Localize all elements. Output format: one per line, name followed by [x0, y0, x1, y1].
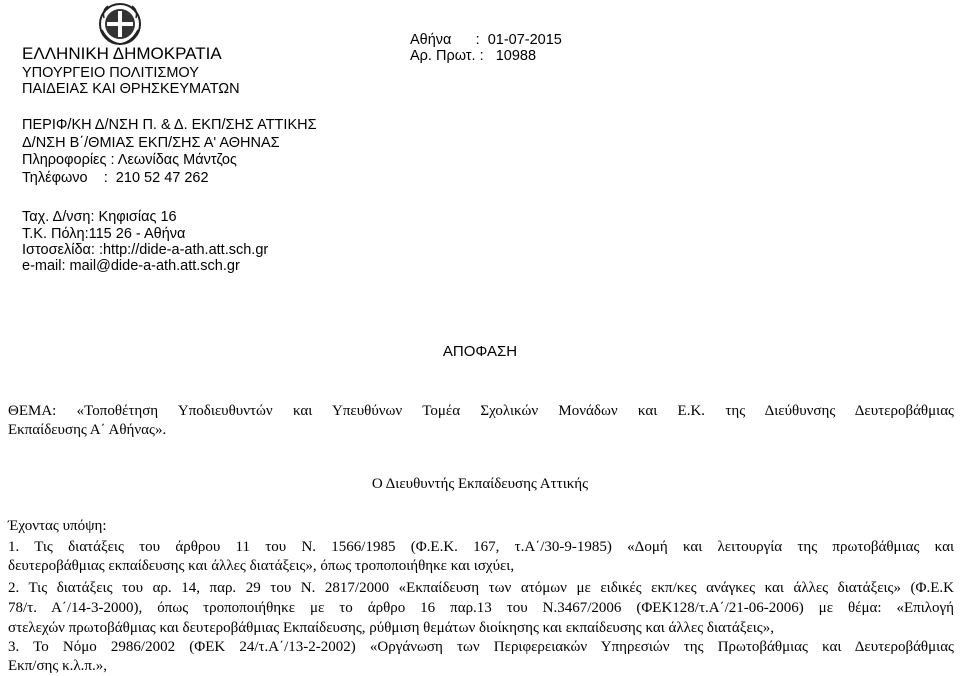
- directorate-line-2: Δ/ΝΣΗ Β΄/ΘΜΙΑΣ ΕΚΠ/ΣΗΣ Α' ΑΘΗΝΑΣ: [22, 135, 280, 151]
- legal-basis-item-1-line-2: δευτεροβάθμιας εκπαίδευσης και άλλες διατάξεις», όπως τροποποιήθηκε και ισχύει,: [8, 558, 515, 574]
- ministry-line-1: ΥΠΟΥΡΓΕΙΟ ΠΟΛΙΤΙΣΜΟΥ: [22, 65, 199, 81]
- subject-line-2: Εκπαίδευσης Α΄ Αθήνας».: [8, 422, 167, 438]
- postal-code-city: Τ.Κ. Πόλη:115 26 - Αθήνα: [22, 226, 186, 242]
- greek-republic-emblem-icon: [98, 2, 142, 46]
- phone-number: Τηλέφωνο : 210 52 47 262: [22, 170, 209, 186]
- legal-basis-item-1-line-1: 1. Τις διατάξεις του άρθρου 11 του Ν. 1566/1985 (Φ.Ε.Κ. 167, τ.Α΄/30-9-1985) «Δομή και λειτουργία της πρωτοβάθμιας και: [8, 539, 954, 555]
- legal-basis-item-2-line-2: 78/τ. Α΄/14-3-2000), όπως τροποποιήθηκε με το άρθρο 16 παρ.13 του Ν.3467/2006 (ΦΕΚ128/τ.Α΄/21-06-2006) με θέμα: «Επιλογή: [8, 600, 954, 616]
- decision-heading: ΑΠΟΦΑΣΗ: [442, 343, 518, 360]
- issuing-authority: Ο Διευθυντής Εκπαίδευσης Αττικής: [371, 476, 589, 492]
- protocol-number: Αρ. Πρωτ. : 10988: [410, 48, 537, 64]
- postal-address: Ταχ. Δ/νση: Κηφισίας 16: [22, 209, 177, 225]
- email-address: e-mail: mail@dide-a-ath.att.sch.gr: [22, 258, 240, 274]
- directorate-line-1: ΠΕΡΙΦ/ΚΗ Δ/ΝΣΗ Π. & Δ. ΕΚΠ/ΣΗΣ ΑΤΤΙΚΗΣ: [22, 117, 317, 133]
- info-contact: Πληροφορίες : Λεωνίδας Μάντζος: [22, 152, 237, 168]
- website: Ιστοσελίδα: :http://dide-a-ath.att.sch.gr: [22, 242, 269, 258]
- legal-basis-item-2-line-3: στελεχών πρωτοβάθμιας και δευτεροβάθμιας Εκπαίδευσης, ρύθμιση θεμάτων διοίκησης και εκπαίδευσης και άλλες διατάξεις»,: [8, 620, 774, 636]
- place-date: Αθήνα : 01-07-2015: [410, 32, 562, 48]
- ministry-line-2: ΠΑΙΔΕΙΑΣ ΚΑΙ ΘΡΗΣΚΕΥΜΑΤΩΝ: [22, 81, 240, 97]
- considering-label: Έχοντας υπόψη:: [8, 518, 107, 534]
- legal-basis-item-3-line-2: Εκπ/σης κ.λ.π.»,: [8, 658, 107, 674]
- subject-line-1: ΘΕΜΑ: «Τοποθέτηση Υποδιευθυντών και Υπευθύνων Τομέα Σχολικών Μονάδων και Ε.Κ. της Διεύθυνσης Δευτεροβάθμιας: [8, 403, 954, 419]
- republic-title: ΕΛΛΗΝΙΚΗ ΔΗΜΟΚΡΑΤΙΑ: [22, 44, 222, 63]
- legal-basis-item-2-line-1: 2. Τις διατάξεις του αρ. 14, παρ. 29 του Ν. 2817/2000 «Εκπαίδευση των ατόμων με ειδικές εκπ/κες ανάγκες και άλλες διατάξεις» (Φ.Ε.Κ: [8, 580, 954, 596]
- legal-basis-item-3-line-1: 3. Το Νόμο 2986/2002 (ΦΕΚ 24/τ.Α΄/13-2-2002) «Οργάνωση των Περιφερειακών Υπηρεσιών της Πρωτοβάθμιας και Δευτεροβάθμιας: [8, 639, 954, 655]
